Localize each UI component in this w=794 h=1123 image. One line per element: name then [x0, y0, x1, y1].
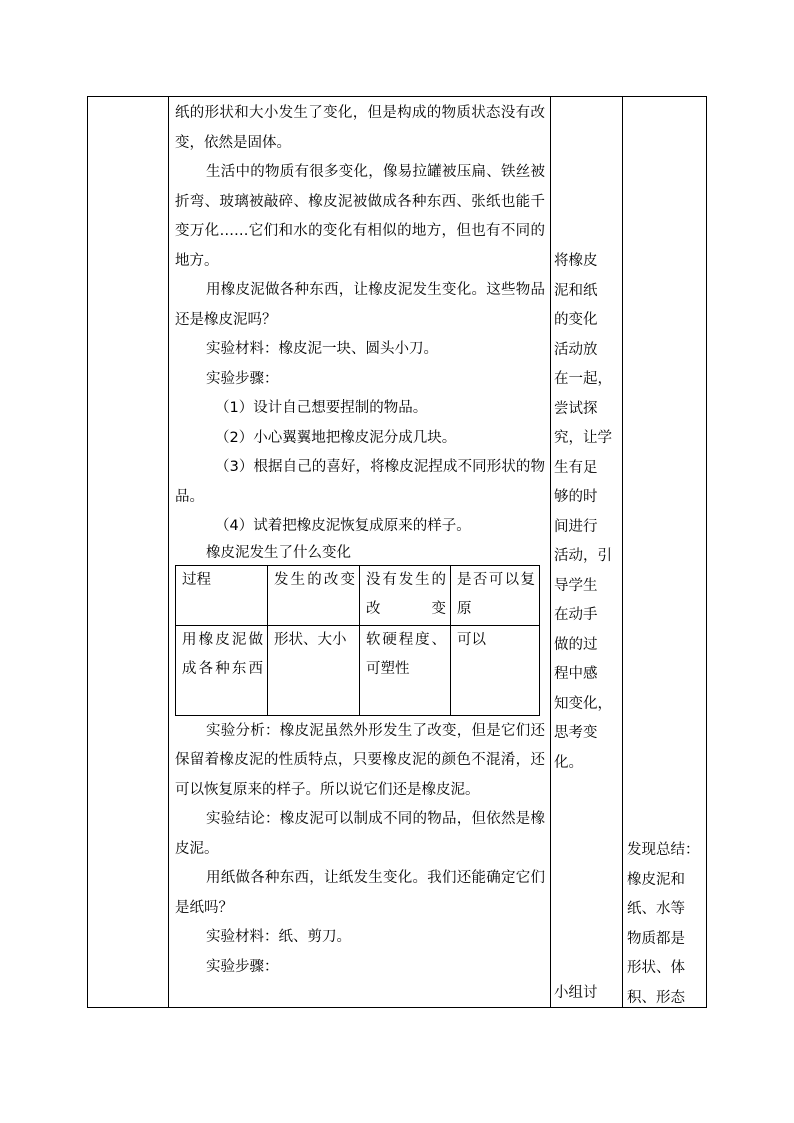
column-divider [550, 97, 551, 1007]
table-header-row [176, 565, 540, 625]
paragraph: 实验结论：橡皮泥可以制成不同的物品，但依然是橡皮泥。 [175, 811, 545, 857]
step-item: （4）试着把橡皮泥恢复成原来的样子。 [215, 518, 471, 534]
text-line: 尝试探 [554, 400, 598, 417]
text-line: 积、形态 [627, 989, 685, 1006]
text-line: 形状、体 [627, 960, 685, 976]
table-cell: 用橡皮泥做成各种东西 [176, 625, 268, 715]
text-line: 思考变 [554, 725, 598, 741]
paragraph: 实验步骤： [206, 958, 279, 975]
paragraph: 实验材料：纸、剪刀。 [206, 929, 351, 945]
teaching-content-cell [175, 99, 545, 982]
text-line: 在一起， [554, 371, 612, 387]
text-line: 知变化， [554, 695, 612, 712]
column-divider [168, 97, 169, 1007]
table-cell: 可以 [451, 625, 540, 715]
design-intent-bottom [554, 979, 620, 1009]
step-item: （3）根据自己的喜好，将橡皮泥捏成不同形状的物品。 [175, 459, 545, 505]
text-line: 究，让学 [554, 430, 612, 446]
paragraph: 生活中的物质有很多变化，像易拉罐被压扁、铁丝被折弯、玻璃被敲碎、橡皮泥被做成各种东西、张纸也能千变万化……它们和水的变化有相似的地方，但也有不同的地方。 [175, 164, 545, 269]
text-line: 橡皮泥和 [627, 871, 685, 888]
table-header-cell: 过程 [176, 565, 268, 625]
text-line: 间进行 [554, 518, 598, 535]
table-row [176, 625, 540, 715]
text-line: 发现总结： [627, 842, 700, 858]
paragraph: 用橡皮泥做各种东西，让橡皮泥发生变化。这些物品还是橡皮泥吗？ [175, 282, 545, 328]
paragraph: 实验分析：橡皮泥虽然外形发生了改变，但是它们还保留着橡皮泥的性质特点，只要橡皮泥的颜色不混淆，还可以恢复原来的样子。所以说它们还是橡皮泥。 [175, 722, 545, 798]
text-line: 物质都是 [627, 930, 685, 947]
design-intent-cell [554, 247, 620, 778]
text-line: 将橡皮 [554, 253, 598, 269]
observation-table [175, 565, 540, 716]
text-line: 生有足 [554, 459, 598, 476]
table-cell: 软硬程度、可塑性 [360, 625, 451, 715]
paragraph: 实验步骤： [206, 370, 279, 387]
text-line: 纸、水等 [627, 901, 685, 917]
text-line: 的变化 [554, 312, 598, 328]
text-line: 泥和纸 [554, 282, 598, 299]
notes-cell [627, 836, 707, 1013]
text-line: 够的时 [554, 489, 598, 505]
lesson-table [87, 96, 707, 1008]
paragraph: 纸的形状和大小发生了变化，但是构成的物质状态没有改变，依然是固体。 [175, 105, 545, 151]
text-line: 导学生 [554, 577, 598, 594]
step-item: （1）设计自己想要捏制的物品。 [215, 400, 428, 416]
text-line: 做的过 [554, 636, 598, 653]
table-cell: 形状、大小 [268, 625, 360, 715]
table-header-cell: 发生的改变 [268, 565, 360, 625]
text-line: 活动，引 [554, 548, 612, 564]
text-line: 化。 [554, 754, 583, 771]
paragraph: 用纸做各种东西，让纸发生变化。我们还能确定它们是纸吗？ [175, 870, 545, 916]
text-line: 小组讨 [554, 985, 598, 1001]
column-divider [622, 97, 623, 1007]
text-line: 在动手 [554, 607, 598, 623]
paragraph: 实验材料：橡皮泥一块、圆头小刀。 [206, 341, 438, 357]
text-line: 程中感 [554, 666, 598, 682]
table-header-cell: 是否可以复原 [451, 565, 540, 625]
step-item: （2）小心翼翼地把橡皮泥分成几块。 [215, 429, 457, 446]
table-caption: 橡皮泥发生了什么变化 [206, 544, 351, 561]
text-line: 活动放 [554, 341, 598, 358]
table-header-cell: 没有发生的改变 [360, 565, 451, 625]
